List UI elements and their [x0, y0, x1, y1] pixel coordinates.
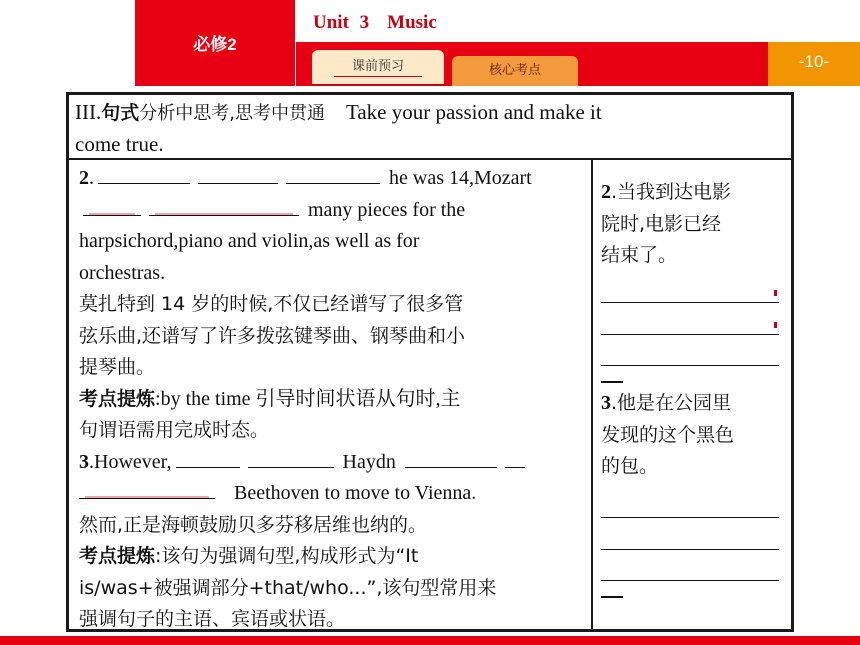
item3-line2 — [79, 478, 585, 510]
item2-en-part2: many pieces for the — [308, 198, 466, 221]
item3-en-mid: Haydn — [342, 450, 396, 473]
section-title — [69, 95, 791, 160]
item3-number: 3 — [79, 450, 89, 473]
item2-blank-3[interactable] — [286, 164, 380, 184]
q2-text-3: 结束了。 — [601, 244, 678, 266]
q3-line1 — [601, 388, 787, 420]
item2-tip-line2: 句谓语需用完成时态。 — [79, 419, 270, 441]
motto-line-1: Take your passion and make it — [345, 100, 602, 124]
section-roman: III. — [75, 100, 102, 124]
q3-text-3: 的包。 — [601, 455, 659, 477]
item2-cn-line2: 弦乐曲,还谱写了许多拨弦键琴曲、钢琴曲和小 — [79, 324, 466, 347]
motto-line-2: come true. — [75, 132, 164, 156]
item3-blank-4[interactable] — [505, 448, 525, 468]
item3-tip-line3: 强调句子的主语、宾语或状语。 — [79, 608, 346, 630]
item3-blank-3[interactable] — [405, 448, 497, 468]
item2-number: 2 — [79, 167, 89, 189]
item3-blank-1[interactable] — [176, 448, 240, 468]
q2-text-2: 院时,电影已经 — [601, 212, 722, 235]
exercise-frame — [66, 92, 794, 632]
item3-en-start: .However, — [89, 450, 172, 473]
item2-tip-text-1: :by the time 引导时间状语从句时,主 — [155, 387, 461, 410]
left-column — [79, 163, 585, 636]
q2-line1 — [601, 177, 787, 209]
q2-answer-line-3[interactable] — [601, 335, 779, 367]
q3-answer-line-1[interactable] — [601, 487, 779, 519]
q3-text-1: .他是在公园里 — [611, 392, 732, 414]
tab-core-points-label: 核心考点 — [488, 63, 541, 78]
item2-en-line3: harpsichord,piano and violin,as well as for — [79, 230, 420, 252]
section-heading: 句式 — [101, 102, 140, 124]
item2-en-line4: orchestras. — [79, 261, 166, 284]
q2-answer-line-1[interactable] — [601, 272, 779, 304]
q2-answer-line-2[interactable] — [601, 303, 779, 335]
item3-tip-line1 — [79, 541, 585, 573]
page-number: -10- — [798, 52, 830, 71]
q3-answer-dash — [601, 581, 787, 603]
item2-cn-line1: 莫扎特到 14 岁的时候,不仅已经谱写了很多管 — [79, 293, 464, 315]
subject-label: 必修2 — [193, 35, 237, 54]
item3-blank-2[interactable] — [248, 448, 334, 468]
item2-line1: 2. he was 14,Mozart — [79, 163, 585, 195]
q2-answer-dash — [601, 366, 787, 388]
q3-answer-line-2[interactable] — [601, 518, 779, 550]
item2-blank-4[interactable] — [83, 196, 141, 216]
unit-name: Music — [387, 12, 437, 33]
item2-tip-line1 — [79, 384, 585, 416]
item3-tip-text-1: :该句为强调句型,构成形式为“It — [155, 545, 419, 567]
item3-en-line2: Beethoven to move to Vienna. — [234, 482, 477, 504]
q3-text-2: 发现的这个黑色 — [601, 423, 735, 446]
q3-number: 3 — [601, 392, 611, 414]
right-column — [601, 163, 787, 603]
item3-tip-label: 考点提炼 — [79, 545, 156, 567]
item3-blank-5[interactable] — [79, 479, 215, 499]
column-divider — [591, 160, 593, 632]
bottom-red-rule — [0, 636, 860, 645]
item3-line1 — [79, 447, 585, 479]
unit-title — [313, 12, 437, 34]
q2-text-1: .当我到达电影 — [611, 181, 732, 203]
item2-blank-5[interactable] — [149, 196, 299, 216]
item3-tip-line2: is/was+被强调部分+that/who...”,该句型常用来 — [79, 576, 497, 599]
item2-line2 — [79, 195, 585, 227]
item2-tip-label: 考点提炼 — [79, 387, 156, 410]
item3-cn-line1: 然而,正是海顿鼓励贝多芬移居维也纳的。 — [79, 513, 428, 536]
section-heading-rest: 分析中思考,思考中贯通 — [139, 103, 325, 124]
q2-number: 2 — [601, 181, 611, 203]
header-left-blank — [0, 0, 135, 86]
item2-cn-line3: 提琴曲。 — [79, 356, 156, 378]
item2-blank-2[interactable] — [198, 164, 278, 184]
tab-preview-label: 课前预习 — [334, 58, 422, 77]
tab-core-points[interactable] — [452, 56, 578, 86]
tab-preview[interactable] — [312, 50, 444, 86]
item2-en-part1: he was 14,Mozart — [389, 167, 532, 189]
unit-number: Unit 3 — [313, 12, 370, 33]
q3-answer-line-3[interactable] — [601, 550, 779, 582]
item2-blank-1[interactable] — [98, 164, 190, 184]
